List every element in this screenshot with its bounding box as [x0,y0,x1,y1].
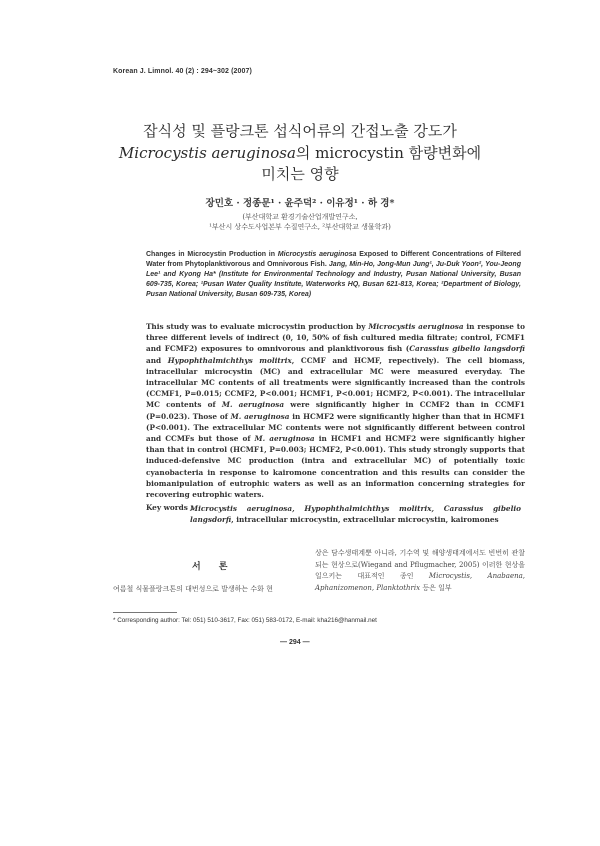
intro-right-species: Microcystis, Anabaena, Aphanizomenon, Planktothrix [315,572,525,592]
intro-right-column [315,548,525,594]
title-species: Microcystis aeruginosa [118,144,296,162]
abstract-text-3: and [146,355,168,365]
english-title-part-2: Exposed to Different Concentrations of Filtered Water from Phytoplanktivorous and Omnivorous Fish. [146,251,521,268]
title-line-2 [60,142,540,163]
title-line-2-rest: 의 microcystin 함량변화에 [295,144,482,162]
abstract-text-2: in response to three different levels of indirect (0, 10, 50% of fish cultured media filtrate; control, FCMF1 and FCMF2) exposures to omnivorous and planktivorous fish ( [146,322,525,354]
english-title-part-1: Changes in Microcystin Production in [146,251,278,258]
abstract-species-3: Hypophthalmichthys molitrix [167,355,292,365]
author-list: 장민호 · 정종문¹ · 윤주덕² · 이유정¹ · 하 경* [205,198,395,209]
english-authors-affiliations: Jang, Min-Ho, Jong-Mun Jung¹, Ju-Duk Yoon², You-Jeong Lee¹ and Kyong Ha* (Institute for Environmental Technology and Industry, Pusan National University, Busan 609-735, Korea; ¹Pusan Water Quality Institute, Waterworks HQ, Busan 621-813, Korea; ²Department of Biology, Pusan National University, Busan 609-735, Korea) [146,261,521,298]
keywords-list [190,503,521,525]
english-title-block [146,250,521,300]
intro-right-text-2: 등은 일부 [420,583,452,592]
corresponding-author-footnote: * Corresponding author: Tel: 051) 510-3617, Fax: 051) 583-0172, E-mail: kha216@hanmail.net [113,617,377,624]
abstract-body [146,321,525,500]
abstract-text-6: in HCMF2 were significantly higher than that in HCMF1 (P<0.001). The extracellular MC contents were not significantly different between control and CCMFs but those of [146,411,526,444]
abstract-species-2: Carassius gibelio langsdorfi [409,344,525,354]
section-heading-intro: 서론 [192,562,246,572]
affiliation-line-2: ¹부산시 상수도사업본부 수질연구소, ²부산대학교 생물학과) [209,223,391,231]
keywords-label: Key words : [146,503,194,512]
abstract-species-5: M. aeruginosa [230,411,290,421]
intro-right-text-1: 상은 담수생태계뿐 아니라, 기수역 및 해양생태계에서도 빈번히 관찰되는 현상으로(Wiegand and Pflugmacher, 2005) 이러한 현상을 일으키는 대표적인 종인 [315,549,525,580]
affiliation-line-1: (부산대학교 환경기술산업개발연구소, [242,213,358,221]
abstract-species-6: M. aeruginosa [254,434,315,444]
title-line-1: 잡식성 및 플랑크톤 섭식어류의 간접노출 강도가 [143,122,457,140]
abstract-text-1: This study was to evaluate microcystin production by [146,322,369,331]
abstract-species-1: Microcystis aeruginosa [368,322,464,331]
journal-citation: Korean J. Limnol. 40 (2) : 294~302 (2007) [113,68,252,75]
title-line-3: 미치는 영향 [261,165,339,183]
abstract-species-4: M. aeruginosa [221,400,285,410]
page-number: — 294 — [280,639,310,646]
abstract-text-5: were significantly higher in CCMF2 than in CCMF1 (P=0.023). Those of [146,400,525,421]
intro-left-column: 여름철 식물플랑크톤의 대번성으로 발생하는 수화 현 [113,585,273,593]
keywords-species: Microcystis aeruginosa, Hypophthalmichthys molitrix, Carassius gibelio langsdorfi [190,504,521,524]
abstract-text-4: , CCMF and HCMF, repectively). The cell biomass, intracellular microcystin (MC) and extracellular MC were measured everyday. The intracellular MC contents of all treatments were significantly increased than the controls (CCMF1, P=0.015; CCMF2, P<0.001; HCMF1, P<0.001; HCMF2, P<0.001). The intracellular MC contents of [146,355,525,410]
footnote-divider [113,612,177,613]
english-title-species: Microcystis aeruginosa [277,251,357,258]
abstract-text-7: in HCMF1 and HCMF2 were significantly higher than that in control (HCMF1, P=0.003; HCMF2, P<0.001). This study strongly supports that induced-defensive MC production (intra and extracellular MC) of potentially toxic cyanobacteria in response to kairomone concentration and this results can consider the biomanipulation of eutrophic waters as well as an information concerning strategies for recovering eutrophic waters. [146,434,525,500]
keywords-rest: , intracellular microcystin, extracellular microcystin, kairomones [231,515,499,524]
